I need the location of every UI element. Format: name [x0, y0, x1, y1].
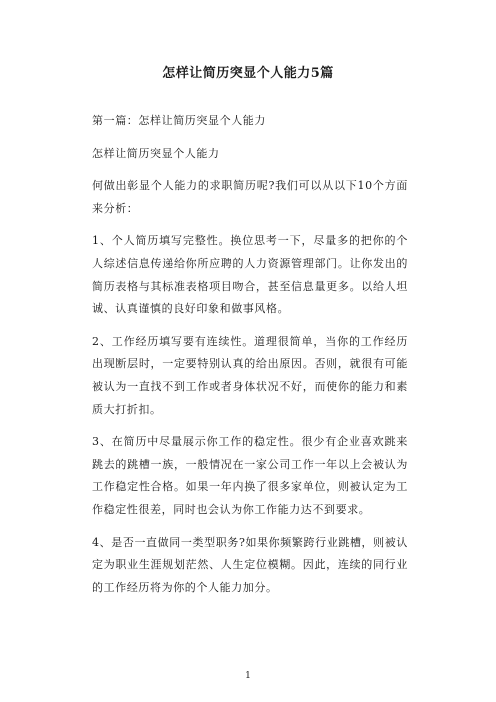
- page-number: 1: [245, 671, 251, 681]
- document-body: [92, 110, 408, 609]
- paragraph-point-2: 2、工作经历填写要有连续性。道理很简单，当你的工作经历出现断层时，一定要特别认真的给出原因。否则，就很有可能被认为一直找不到工作或者身体状况不好，而使你的能力和素质大打折扣。: [92, 334, 408, 416]
- paragraph-point-1: 1、个人简历填写完整性。换位思考一下，尽量多的把你的个人综述信息传递给你所应聘的人力资源管理部门。让你发出的简历表格与其标准表格项目吻合，甚至信息量更多。以给人坦诚、认真谨慎的良好印象和做事风格。: [92, 234, 408, 316]
- paragraph-intro: 何做出彰显个人能力的求职简历呢?我们可以从以下10个方面来分析：: [92, 179, 408, 215]
- paragraph-point-4: 4、是否一直做同一类型职务?如果你频繁跨行业跳槽，则被认定为职业生涯规划茫然、人生定位模糊。因此，连续的同行业的工作经历将为你的个人能力加分。: [92, 535, 408, 594]
- paragraph-subtitle: 怎样让简历突显个人能力: [92, 146, 220, 160]
- paragraph-point-3: 3、在简历中尽量展示你工作的稳定性。很少有企业喜欢跳来跳去的跳槽一族，一般情况在一家公司工作一年以上会被认为工作稳定性合格。如果一年内换了很多家单位，则被认定为工作稳定性很差，同时也会认为你工作能力达不到要求。: [92, 435, 408, 516]
- document-title: 怎样让简历突显个人能力5篇: [162, 66, 334, 81]
- paragraph-heading-section-1: 第一篇：怎样让简历突显个人能力: [92, 114, 266, 127]
